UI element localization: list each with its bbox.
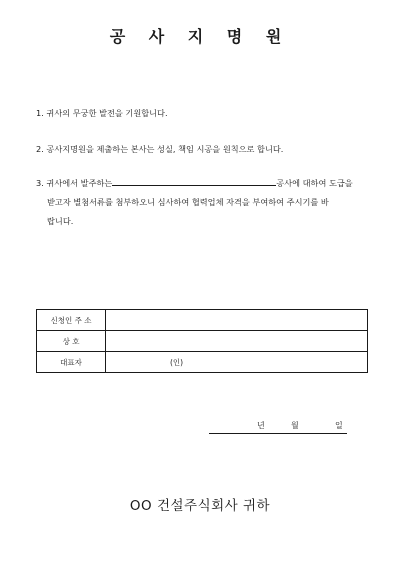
addressee: OO 건설주식회사 귀하 [129,498,271,514]
paragraph-3-prefix: 3. 귀사에서 발주하는 [36,178,113,188]
paragraph-3 [36,174,376,231]
date-year-label: 년 [257,421,265,430]
paragraph-3-line-2: 받고자 별첨서류를 첨부하오니 심사하여 협력업체 자격을 부여하여 주시기를 바 [47,197,329,207]
date-month-label: 월 [291,421,299,430]
applicant-table [36,309,368,373]
representative-field[interactable]: (인) [106,352,368,373]
representative-label: 대표자 [37,352,106,373]
table-row [37,352,368,373]
company-name-label: 상 호 [37,331,106,352]
paragraph-3-line-3: 랍니다. [47,216,74,226]
document-title: 공 사 지 명 원 [109,27,291,46]
paragraph-2: 2. 공사지명원을 제출하는 본사는 성실, 책임 시공을 원칙으로 합니다. [36,144,284,154]
paragraph-1: 1. 귀사의 무궁한 발전을 기원합니다. [36,108,168,118]
company-name-field[interactable] [106,331,368,352]
paragraph-3-suffix: 공사에 대하여 도급을 [276,178,353,188]
address-label: 신청인 주 소 [37,310,106,331]
address-field[interactable] [106,310,368,331]
table-row [37,331,368,352]
date-day-label: 일 [335,421,343,430]
project-name-blank [112,176,276,186]
date-line [209,420,347,434]
table-row [37,310,368,331]
